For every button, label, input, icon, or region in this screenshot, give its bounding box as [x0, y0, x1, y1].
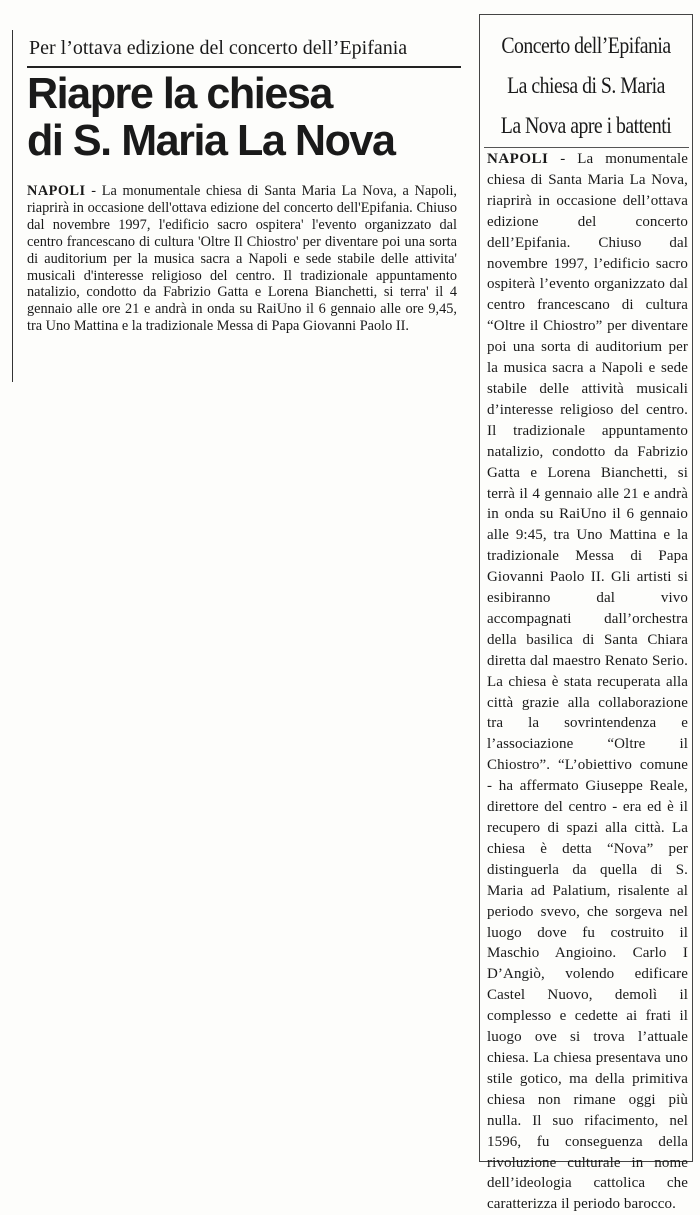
title-line-3: La Nova apre i battenti: [500, 113, 672, 138]
title-line-2: La chiesa di S. Maria: [507, 73, 665, 98]
newspaper-clipping-left: [12, 30, 460, 382]
article-dateline: NAPOLI: [27, 183, 86, 199]
article-body: [487, 149, 688, 1215]
article-text: - La monumentale chiesa di Santa Maria La Nova, a Napoli, riaprirà in occasione dell'ottava edizione del concerto dell'Epifania. Chiuso dal novembre 1997, l'edificio sacro ospitera' l'evento organizzato dal centro francescano di cultura 'Oltre Il Chiostro' per diventare poi una sorta di auditorium per la musica sacra a Napoli e sede stabile delle attivita' musicali d'interesse religioso del centro. Il tradizionale appuntamento natalizio, condotto da Fabrizio Gatta e Lorena Bianchetti, si terra' il 4 gennaio alle ore 21 e andrà in onda su RaiUno il 6 gennaio alle ore 9,45, tra Uno Mattina e la tradizionale Messa di Papa Giovanni Paolo II.: [27, 183, 457, 335]
title-line-1: Concerto dell’Epifania: [501, 33, 671, 58]
article-title: [495, 26, 677, 146]
headline-line-2: di S. Maria La Nova: [27, 116, 395, 165]
newspaper-clipping-right: [479, 14, 693, 1213]
article-body: [27, 183, 457, 335]
article-text: - La monumentale chiesa di Santa Maria La Nova, riaprirà in occasione dell’ottava edizione del concerto dell’Epifania. Chiuso dal novembre 1997, l’edificio sacro ospiterà l’evento organizzato dal centro francescano di cultura “Oltre il Chiostro” per diventare poi una sorta di auditorium per la musica sacra a Napoli e sede stabile delle attività musicali d’interesse religioso del centro. Il tradizionale appuntamento natalizio, condotto da Fabrizio Gatta e Lorena Bianchetti, si terrà il 4 gennaio alle 21 e andrà in onda su RaiUno il 6 gennaio alle 9:45, tra Uno Mattina e la tradizionale Messa di Papa Giovanni Paolo II. Gli artisti si esibiranno dal vivo accompagnati dall’orchestra della basilica di Santa Chiara diretta dal maestro Renato Serio. La chiesa è stata recuperata alla città grazie alla collaborazione tra la sovrintendenza e l’associazione “Oltre il Chiostro”. “L’obiettivo comune - ha affermato Giuseppe Reale, direttore del centro - era ed è il recupero di spazi alla città. La chiesa è detta “Nova” per distinguerla da quella di S. Maria ad Palatium, risalente al periodo svevo, che sorgeva nel luogo dove fu costruito il Maschio Angioino. Carlo I D’Angiò, volendo edificare Castel Nuovo, demolì il complesso e cedette ai frati il luogo ove si trova l’attuale chiesa. La chiesa presentava uno stile gotico, ma della primitiva chiesa non rimane oggi più nulla. Il suo rifacimento, nel 1596, fu conseguenza della rivoluzione culturale in nome dell’ideologia cattolica che caratterizza il periodo barocco.: [487, 151, 688, 1213]
article-dateline: NAPOLI: [487, 151, 549, 167]
kicker-divider: [27, 66, 461, 68]
clipping-top-border: [480, 14, 692, 15]
article-headline: [27, 70, 454, 164]
article-kicker: Per l’ottava edizione del concerto dell’Epifania: [29, 37, 408, 59]
headline-line-1: Riapre la chiesa: [27, 69, 332, 118]
title-divider: [484, 147, 689, 148]
